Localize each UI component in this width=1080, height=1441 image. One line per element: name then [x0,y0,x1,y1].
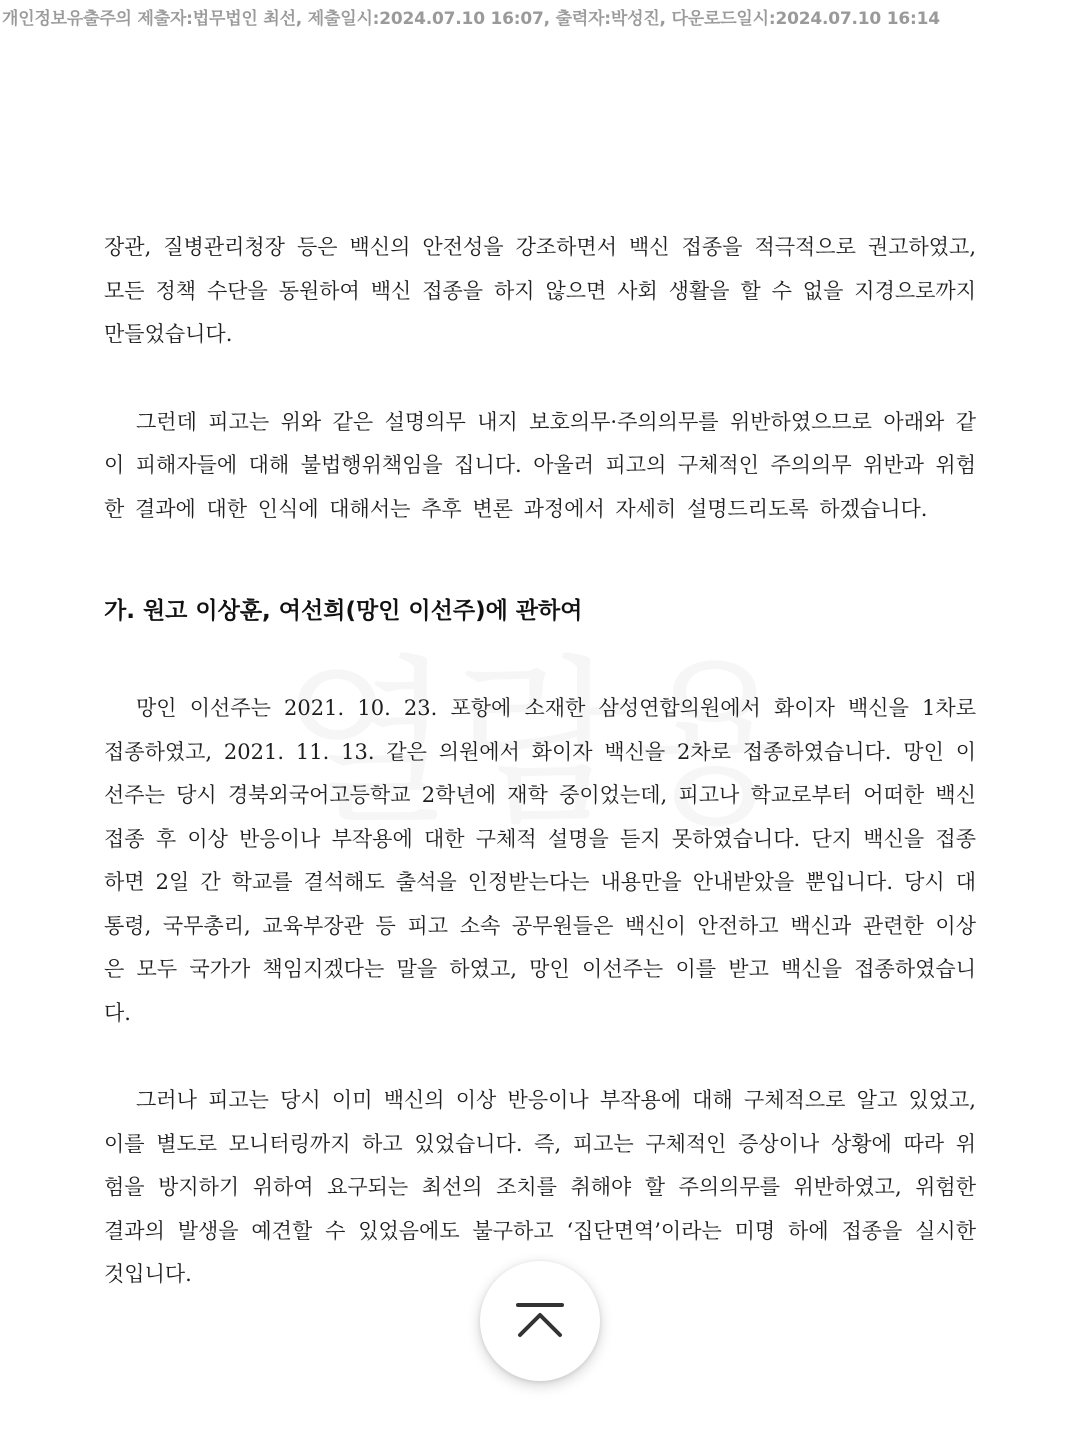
document-header: 개인정보유출주의 제출자:법무법인 최선, 제출일시:2024.07.10 16:07, 출력자:박성진, 다운로드일시:2024.07.10 16:14 [2,9,940,29]
chevron-up-icon [514,1301,566,1341]
paragraph-3: 망인 이선주는 2021. 10. 23. 포항에 소재한 삼성연합의원에서 화이자 백신을 1차로 접종하였고, 2021. 11. 13. 같은 의원에서 화이자 백신을 2차로 접종하였습니다. 망인 이선주는 당시 경북외국어고등학교 2학년에 재학 중이었는데, 피고나 학교로부터 어떠한 백신 접종 후 이상 반응이나 부작용에 대한 구체적 설명을 듣지 못하였습니다. 단지 백신을 접종하면 2일 간 학교를 결석해도 출석을 인정받는다는 내용만을 안내받았을 뿐입니다. 당시 대통령, 국무총리, 교육부장관 등 피고 소속 공무원들은 백신이 안전하고 백신과 관련한 이상은 모두 국가가 책임지겠다는 말을 하였고, 망인 이선주는 이를 받고 백신을 접종하였습니다. [104,696,976,1025]
document-body [104,226,976,1297]
paragraph-4: 그러나 피고는 당시 이미 백신의 이상 반응이나 부작용에 대해 구체적으로 알고 있었고, 이를 별도로 모니터링까지 하고 있었습니다. 즉, 피고는 구체적인 증상이나 상황에 따라 위험을 방지하기 위하여 요구되는 최선의 조치를 취해야 할 주의의무를 위반하였고, 위험한 결과의 발생을 예견할 수 있었음에도 불구하고 ‘집단면역’이라는 미명 하에 접종을 실시한 것입니다. [104,1088,976,1286]
scroll-to-top-button[interactable] [480,1261,600,1381]
paragraph-2: 그런데 피고는 위와 같은 설명의무 내지 보호의무·주의의무를 위반하였으므로 아래와 같이 피해자들에 대해 불법행위책임을 집니다. 아울러 피고의 구체적인 주의의무 위반과 위험한 결과에 대한 인식에 대해서는 추후 변론 과정에서 자세히 설명드리도록 하겠습니다. [104,409,976,521]
paragraph-1: 장관, 질병관리청장 등은 백신의 안전성을 강조하면서 백신 접종을 적극적으로 권고하였고, 모든 정책 수단을 동원하여 백신 접종을 하지 않으면 사회 생활을 할 수 없을 지경으로까지 만들었습니다. [104,235,976,346]
section-heading: 가. 원고 이상훈, 여선희(망인 이선주)에 관하여 [104,598,583,624]
